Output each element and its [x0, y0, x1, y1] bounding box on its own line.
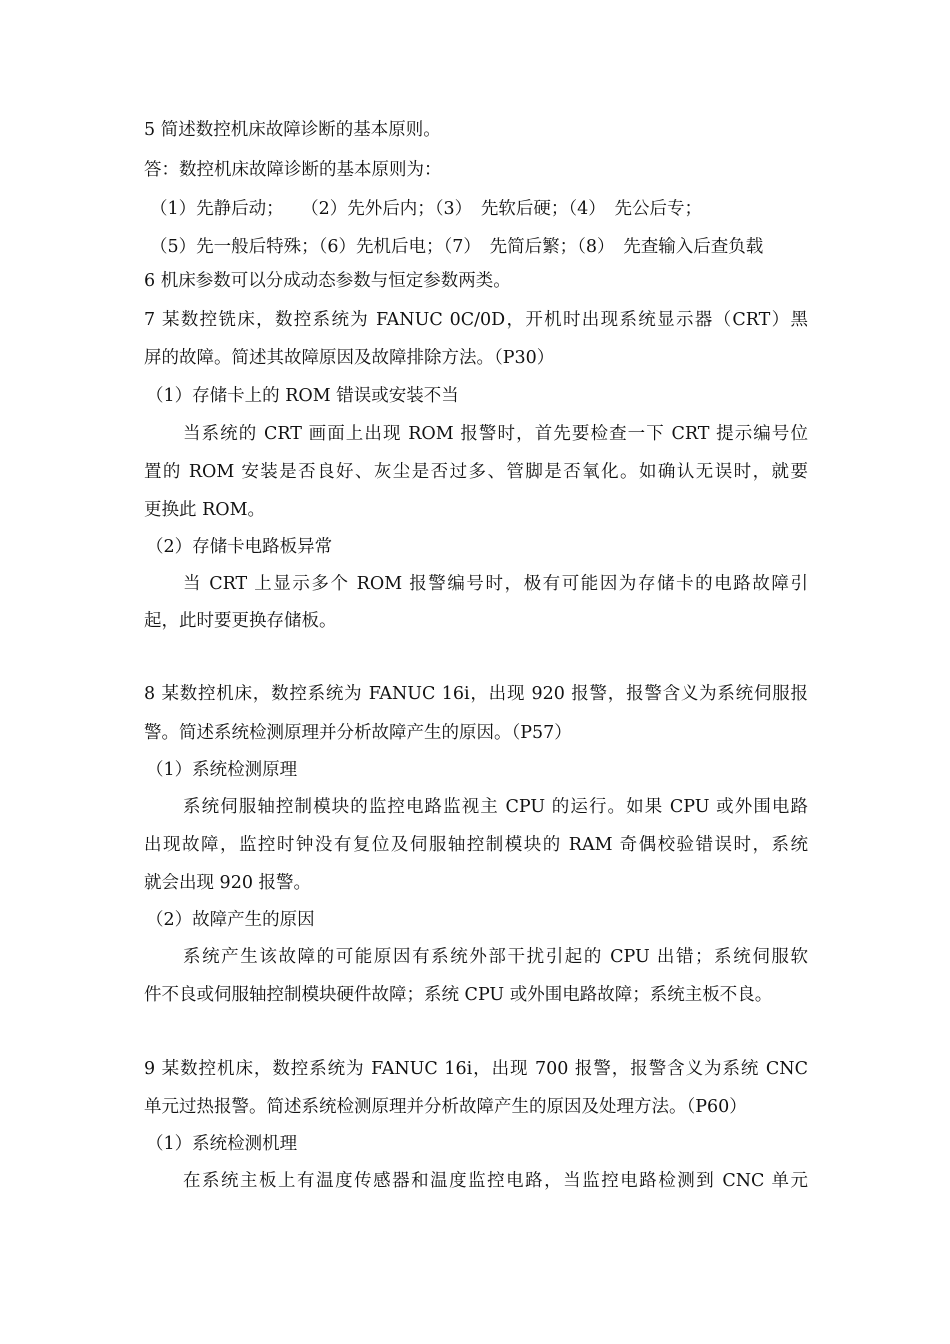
q7-item-2-heading: （2）存储卡电路板异常	[146, 537, 333, 557]
q8-item-2-para-line-1: 系统产生该故障的可能原因有系统外部干扰引起的 CPU 出错；系统伺服软	[183, 947, 808, 967]
q8-item-1-para-line-3: 就会出现 920 报警。	[144, 873, 312, 893]
question-8-line-1: 8 某数控机床，数控系统为 FANUC 16i，出现 920 报警，报警含义为系统伺服报	[144, 684, 808, 704]
q7-item-1-para-line-3: 更换此 ROM。	[144, 500, 266, 520]
q7-item-2-para-line-1: 当 CRT 上显示多个 ROM 报警编号时，极有可能因为存储卡的电路故障引	[183, 574, 808, 594]
q8-item-1-para-line-1: 系统伺服轴控制模块的监控电路监视主 CPU 的运行。如果 CPU 或外围电路	[183, 797, 808, 817]
q7-item-2-para-line-2: 起，此时要更换存储板。	[144, 611, 337, 631]
q7-item-1-para-line-2: 置的 ROM 安装是否良好、灰尘是否过多、管脚是否氧化。如确认无误时，就要	[144, 462, 808, 482]
question-9-line-1: 9 某数控机床，数控系统为 FANUC 16i，出现 700 报警，报警含义为系统 CNC	[144, 1059, 808, 1079]
q8-item-1-para-line-2: 出现故障，监控时钟没有复位及伺服轴控制模块的 RAM 奇偶校验错误时，系统	[144, 835, 808, 855]
question-8-line-2: 警。简述系统检测原理并分析故障产生的原因。（P57）	[144, 723, 572, 743]
q9-item-1-para-line-1: 在系统主板上有温度传感器和温度监控电路，当监控电路检测到 CNC 单元	[183, 1171, 808, 1191]
q8-item-2-heading: （2）故障产生的原因	[146, 910, 315, 930]
q9-item-1-heading: （1）系统检测机理	[146, 1134, 298, 1154]
question-9-line-2: 单元过热报警。简述系统检测原理并分析故障产生的原因及处理方法。（P60）	[144, 1097, 747, 1117]
question-7-line-1: 7 某数控铣床，数控系统为 FANUC 0C/0D，开机时出现系统显示器（CRT）黑	[144, 310, 808, 330]
q7-item-1-heading: （1）存储卡上的 ROM 错误或安装不当	[146, 386, 459, 406]
question-6: 6 机床参数可以分成动态参数与恒定参数两类。	[144, 271, 511, 291]
question-7-line-2: 屏的故障。简述其故障原因及故障排除方法。（P30）	[144, 348, 555, 368]
q8-item-1-heading: （1）系统检测原理	[146, 760, 298, 780]
principles-line-2: （5）先一般后特殊；（6）先机后电；（7） 先简后繁；（8） 先查输入后查负载	[150, 237, 764, 257]
answer-5-intro: 答：数控机床故障诊断的基本原则为：	[144, 160, 442, 180]
question-5: 5 简述数控机床故障诊断的基本原则。	[144, 120, 441, 140]
q7-item-1-para-line-1: 当系统的 CRT 画面上出现 ROM 报警时，首先要检查一下 CRT 提示编号位	[183, 424, 808, 444]
q8-item-2-para-line-2: 件不良或伺服轴控制模块硬件故障；系统 CPU 或外围电路故障；系统主板不良。	[144, 985, 773, 1005]
principles-line-1: （1）先静后动； （2）先外后内；（3） 先软后硬；（4） 先公后专；	[150, 199, 703, 219]
